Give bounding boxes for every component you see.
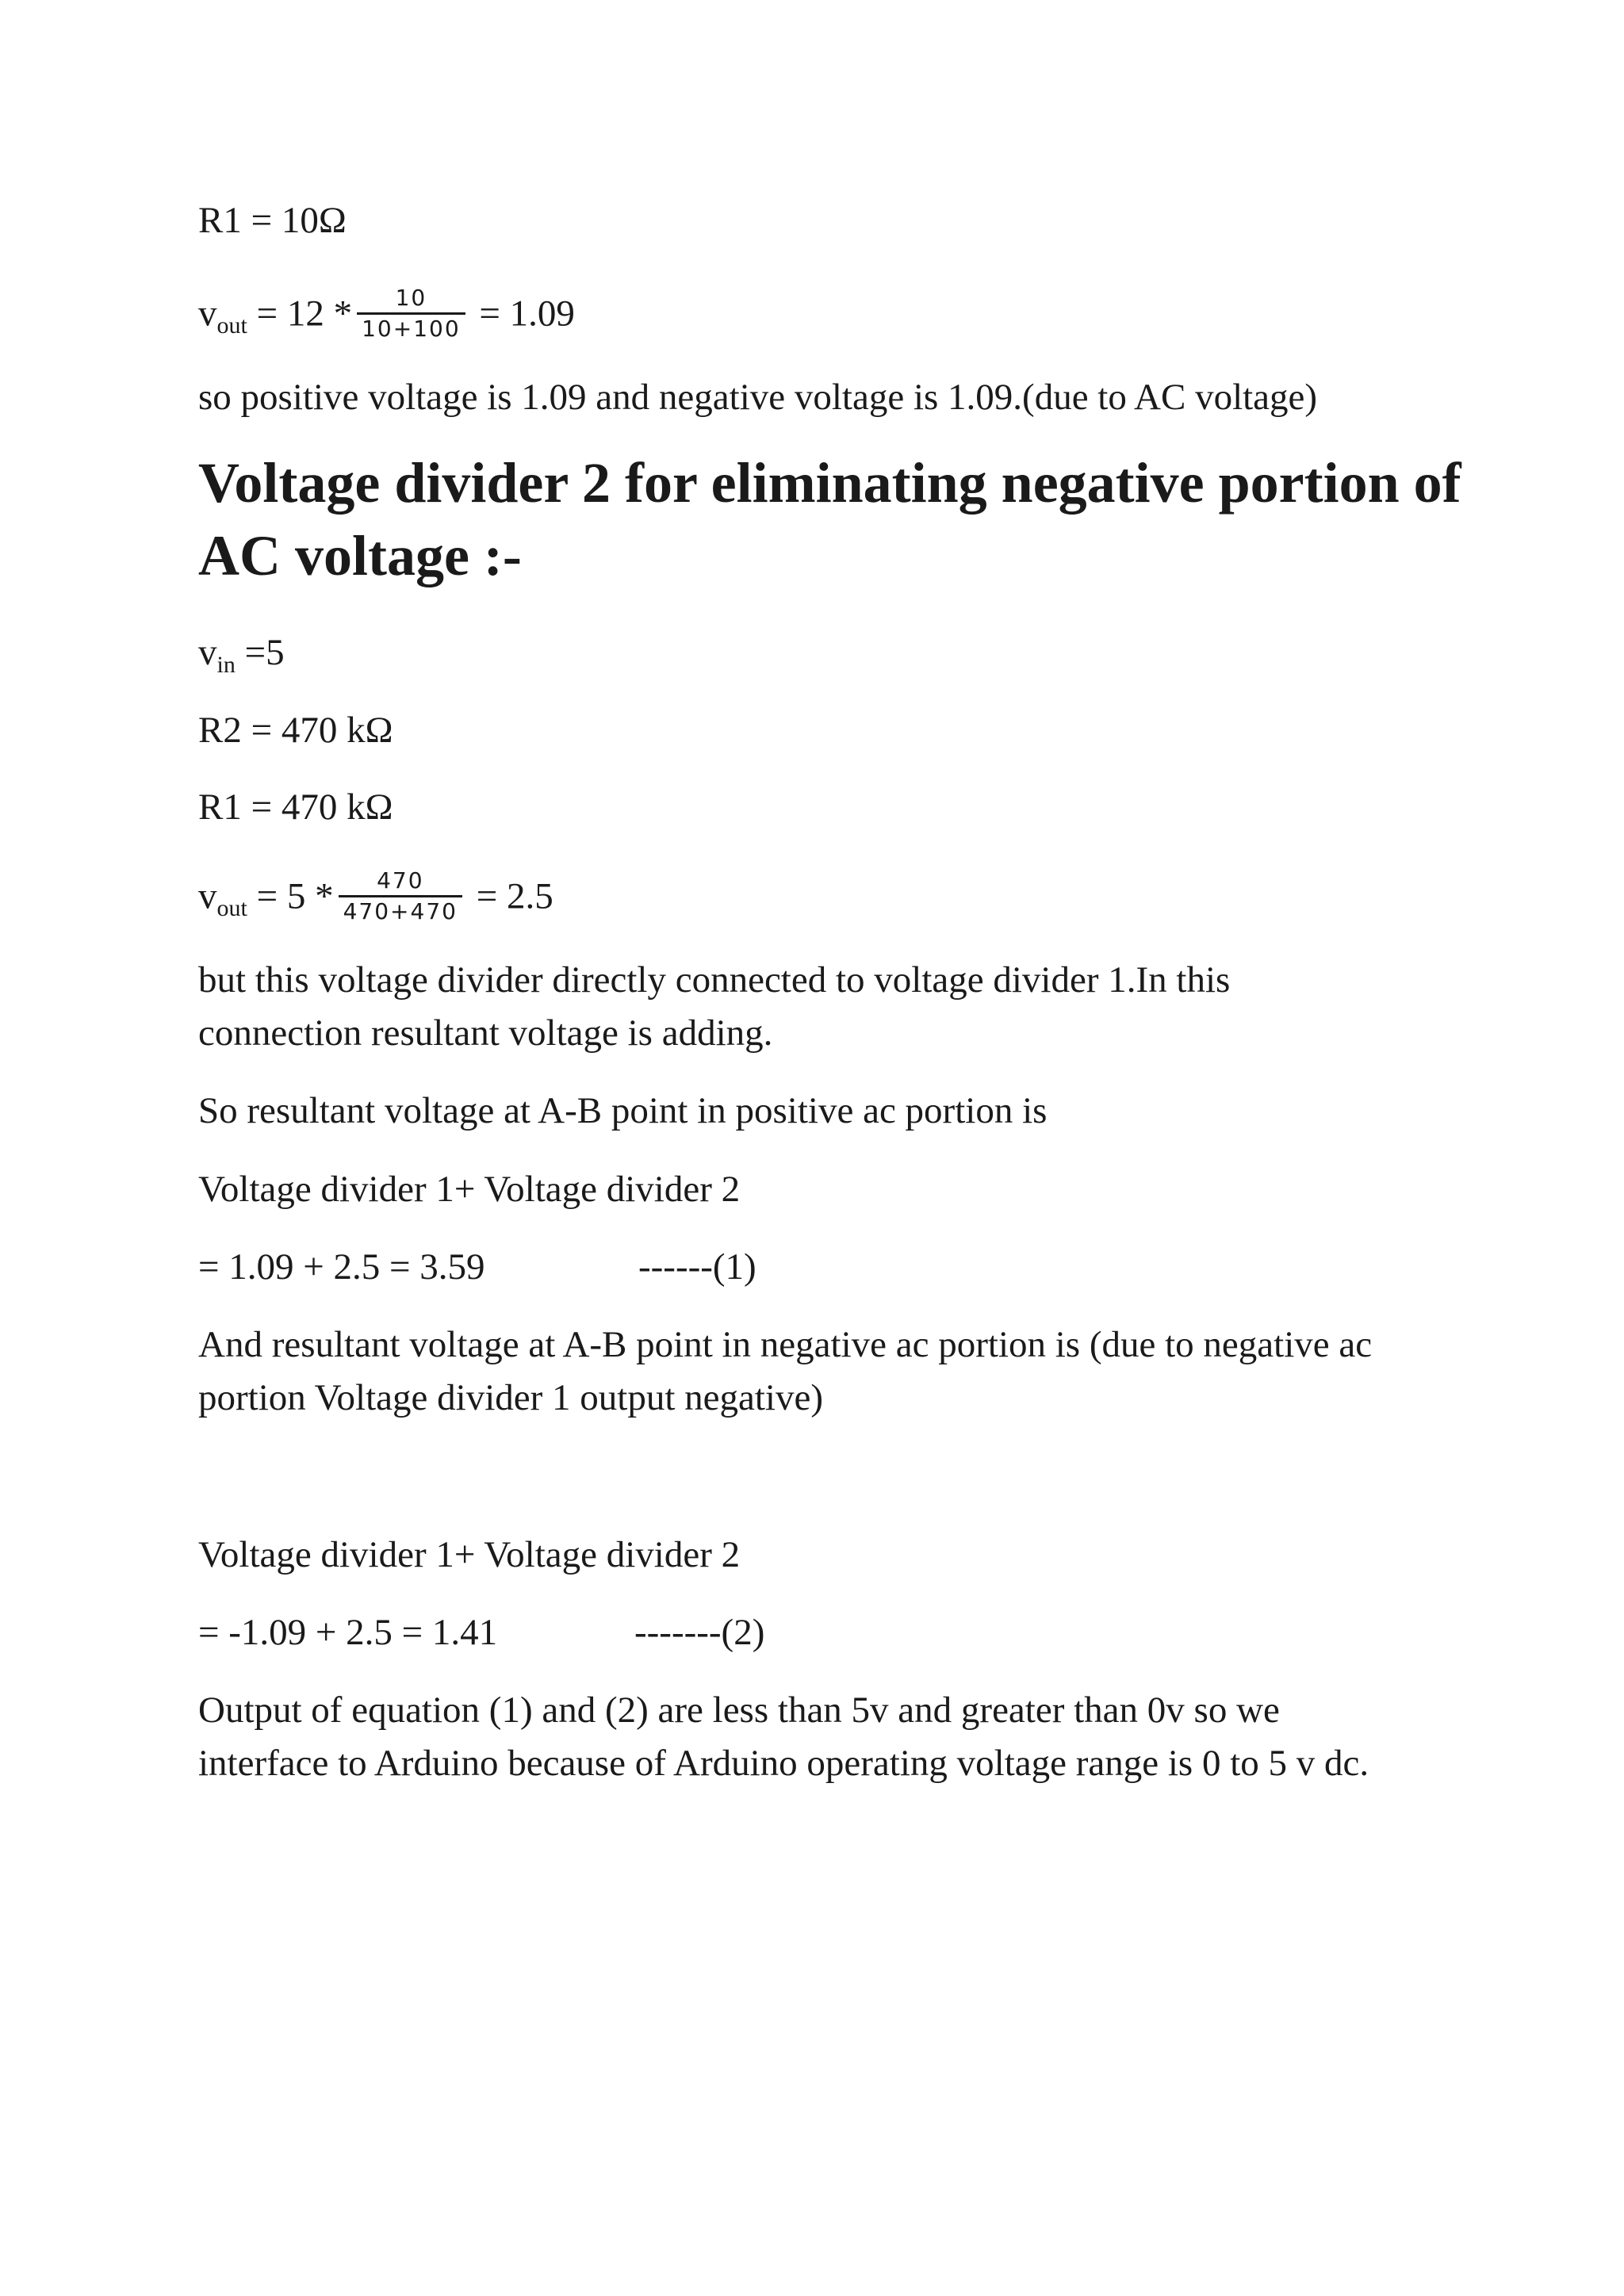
paragraph-conclusion-line-1: Output of equation (1) and (2) are less than 5v and greater than 0v so we [198, 1689, 1280, 1731]
paragraph-positive-ac-portion: So resultant voltage at A-B point in positive ac portion is [198, 1090, 1048, 1131]
section-heading-line-1: Voltage divider 2 for eliminating negative portion of [198, 451, 1461, 515]
paragraph-divider-connection-line-2: connection resultant voltage is adding. [198, 1012, 773, 1054]
sum-2-expression: = -1.09 + 2.5 = 1.41 [198, 1612, 498, 1653]
vin-value: =5 [235, 632, 285, 673]
vout-symbol: v [198, 293, 217, 335]
fraction-2-numerator: 470 [339, 867, 462, 897]
vin-subscript: in [216, 652, 236, 678]
r1-value-line: R1 = 10Ω [198, 200, 347, 241]
fraction-1-numerator: 10 [357, 284, 465, 315]
equation-2-prefix: = 5 * [247, 875, 334, 917]
sum-1-label: Voltage divider 1+ Voltage divider 2 [198, 1169, 741, 1210]
vout-symbol: v [198, 875, 217, 917]
fraction-2-denominator: 470+470 [343, 898, 458, 924]
vout-subscript: out [216, 312, 247, 339]
equation-tag-1: ------(1) [638, 1246, 756, 1288]
sum-1-equation [198, 1245, 912, 1289]
vin-symbol: v [198, 632, 217, 673]
paragraph-negative-ac-line-1: And resultant voltage at A-B point in negative ac portion is (due to negative ac [198, 1324, 1373, 1365]
r2-value-line: R2 = 470 kΩ [198, 710, 393, 751]
equation-1-prefix: = 12 * [247, 293, 353, 335]
equation-tag-2: -------(2) [634, 1612, 765, 1653]
r1-470k-line: R1 = 470 kΩ [198, 786, 393, 828]
section-heading-line-2: AC voltage :- [198, 524, 522, 587]
paragraph-positive-negative-voltage: so positive voltage is 1.09 and negative voltage is 1.09.(due to AC voltage) [198, 377, 1318, 418]
equation-1-result: = 1.09 [469, 293, 575, 335]
fraction-2 [339, 867, 462, 926]
vin-line [198, 630, 285, 679]
sum-1-expression: = 1.09 + 2.5 = 3.59 [198, 1246, 485, 1288]
equation-2-result: = 2.5 [466, 875, 553, 917]
fraction-1 [357, 284, 465, 343]
fraction-1-denominator: 10+100 [362, 316, 461, 342]
paragraph-conclusion-line-2: interface to Arduino because of Arduino operating voltage range is 0 to 5 v dc. [198, 1743, 1369, 1784]
vout-equation-2 [198, 867, 553, 929]
sum-2-label: Voltage divider 1+ Voltage divider 2 [198, 1534, 741, 1575]
paragraph-divider-connection-line-1: but this voltage divider directly connected to voltage divider 1.In this [198, 959, 1231, 1001]
vout-equation-1 [198, 287, 575, 346]
paragraph-negative-ac-line-2: portion Voltage divider 1 output negative) [198, 1377, 823, 1418]
sum-2-equation [198, 1610, 912, 1655]
vout-subscript: out [216, 895, 247, 922]
